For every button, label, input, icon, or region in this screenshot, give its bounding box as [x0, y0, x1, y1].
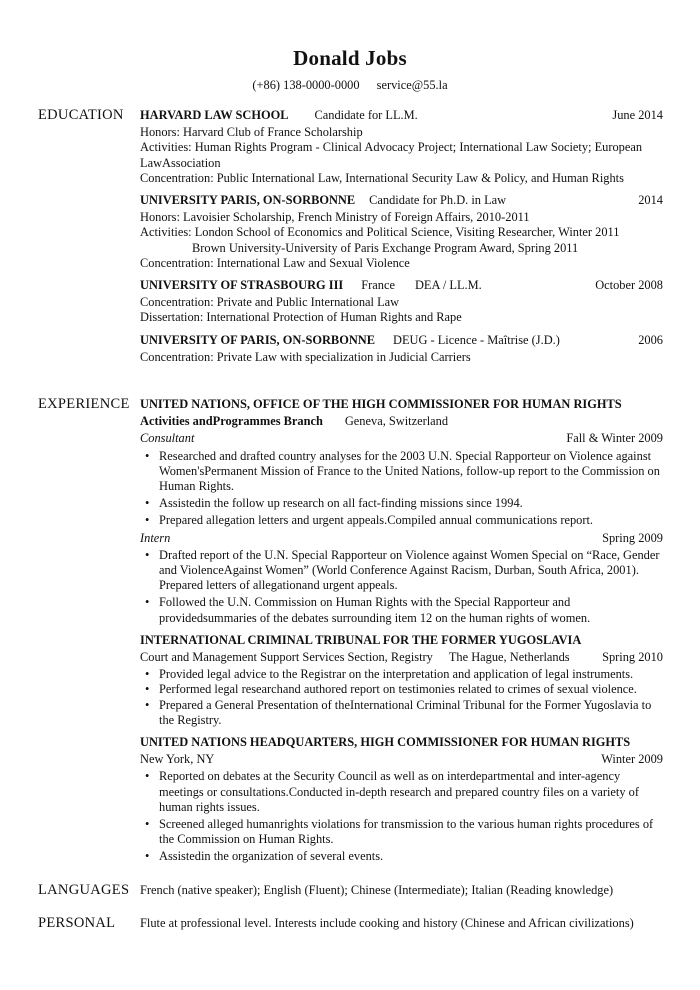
education-detail: Brown University-University of Paris Exchange Program Award, Spring 2011 — [192, 240, 579, 255]
role-bullets — [140, 449, 663, 529]
languages-heading: LANGUAGES — [38, 882, 130, 898]
employer-name: UNITED NATIONS, OFFICE OF THE HIGH COMMISSIONER FOR HUMAN RIGHTS — [140, 397, 622, 411]
phone-number: (+86) 138-0000-0000 — [252, 78, 360, 92]
degree: Candidate for Ph.D. in Law — [369, 193, 507, 208]
school-name: UNIVERSITY PARIS, ON-SORBONNE — [140, 193, 356, 208]
bullet-item: • Researched and drafted country analyses for the 2003 U.N. Special Rapporteur on Violence against Women'sPermanent Mission of France to the United Nations, follow-up report to the Commission on Human Rights. — [140, 449, 663, 495]
education-detail: Concentration: International Law and Sexual Violence — [140, 255, 410, 270]
bullet-item: • Performed legal researchand authored report on testimonies related to crimes of sexual violence. — [140, 682, 663, 697]
role-row — [140, 431, 663, 446]
email-address: service@55.la — [376, 78, 448, 92]
role-bullets — [140, 667, 663, 728]
role-date: Fall & Winter 2009 — [566, 431, 663, 446]
personal-text: Flute at professional level. Interests include cooking and history (Chinese and African civilizations) — [140, 916, 634, 930]
school-name: UNIVERSITY OF STRASBOURG III — [140, 278, 344, 293]
education-detail: Concentration: Private Law with specialization in Judicial Carriers — [140, 349, 471, 364]
school-name: UNIVERSITY OF PARIS, ON-SORBONNE — [140, 332, 375, 347]
employer-location: The Hague, Netherlands — [448, 650, 570, 665]
education-date: June 2014 — [612, 108, 663, 122]
education-detail: Dissertation: International Protection of Human Rights and Rape — [140, 310, 462, 325]
school-name: HARVARD LAW SCHOOL — [140, 108, 289, 122]
employer-location: New York, NY — [140, 752, 215, 767]
employer-name: INTERNATIONAL CRIMINAL TRIBUNAL FOR THE FORMER YUGOSLAVIA — [140, 632, 582, 647]
education-detail: Honors: Lavoisier Scholarship, French Ministry of Foreign Affairs, 2010-2011 — [140, 210, 530, 225]
education-entry-strasbourg — [140, 278, 663, 293]
bullet-item: • Reported on debates at the Security Council as well as on interdepartmental and inter-agency meetings or consultations.Conducted in-depth research and prepared country files on a variety of human rights issues. — [140, 769, 663, 815]
languages-text: French (native speaker); English (Fluent); Chinese (Intermediate); Italian (Reading knowledge) — [140, 883, 614, 897]
employer-unit: Court and Management Support Services Section, Registry — [140, 650, 433, 665]
personal-heading: PERSONAL — [38, 915, 116, 931]
bullet-item: • Drafted report of the U.N. Special Rapporteur on Violence against Women Special on “Race, Gender and ViolenceAgainst Women” (World Conference Against Racism, Durban, South Africa, 2001). Prepared letters of allegationand urgent appeals. — [140, 548, 663, 594]
role-title: Consultant — [140, 431, 195, 446]
bullet-item: • Assistedin the follow up research on all fact-finding missions since 1994. — [140, 496, 663, 511]
bullet-item: • Prepared allegation letters and urgent appeals.Compiled annual communications report. — [140, 513, 663, 528]
education-date: 2014 — [638, 193, 663, 208]
education-detail: Concentration: Public International Law, International Security Law & Policy, and Human Rights — [140, 170, 624, 185]
education-entry-paris-phd — [140, 193, 663, 208]
bullet-item: • Assistedin the organization of several events. — [140, 849, 663, 864]
education-detail: Activities: Human Rights Program - Clinical Advocacy Project; International Law Society; European LawAssociation — [140, 140, 643, 170]
contact-line — [0, 78, 700, 93]
role-date: Winter 2009 — [601, 752, 663, 767]
experience-section — [140, 397, 663, 865]
role-date: Spring 2010 — [602, 650, 663, 665]
degree: DEA / LL.M. — [414, 278, 482, 293]
employer-location: Geneva, Switzerland — [344, 414, 449, 429]
bullet-item: • Prepared a General Presentation of theInternational Criminal Tribunal for the Former Yugoslavia to the Registry. — [140, 698, 663, 728]
employer-unit-row — [140, 752, 663, 767]
education-date: October 2008 — [595, 278, 663, 293]
education-entry-paris-deug — [140, 333, 663, 348]
education-entry-harvard — [140, 108, 663, 123]
role-row — [140, 531, 663, 546]
degree: DEUG - Licence - Maîtrise (J.D.) — [393, 332, 560, 347]
role-title: Intern — [140, 530, 171, 545]
education-detail: Concentration: Private and Public International Law — [140, 295, 400, 310]
education-section — [140, 108, 663, 365]
employer-branch: Activities andProgrammes Branch — [140, 414, 323, 429]
employer-unit-row — [140, 650, 663, 665]
candidate-name: Donald Jobs — [293, 46, 407, 70]
degree: Candidate for LL.M. — [314, 108, 418, 122]
employer-unit-row — [140, 414, 663, 429]
school-location: France — [361, 278, 395, 293]
employer-name: UNITED NATIONS HEADQUARTERS, HIGH COMMISSIONER FOR HUMAN RIGHTS — [140, 735, 631, 750]
role-bullets — [140, 769, 663, 864]
bullet-item: • Screened alleged humanrights violations for transmission to the various human rights procedures of the Commission on Human Rights. — [140, 817, 663, 847]
education-heading: EDUCATION — [38, 107, 124, 123]
experience-heading: EXPERIENCE — [38, 396, 130, 412]
education-detail: Honors: Harvard Club of France Scholarship — [140, 125, 363, 140]
bullet-item: • Followed the U.N. Commission on Human Rights with the Special Rapporteur and providedsummaries of the debates surrounding item 12 on the human rights of women. — [140, 595, 663, 625]
bullet-item: • Provided legal advice to the Registrar on the interpretation and application of legal instruments. — [140, 667, 663, 682]
role-bullets — [140, 548, 663, 626]
education-date: 2006 — [638, 332, 663, 347]
role-date: Spring 2009 — [602, 530, 663, 545]
education-detail: Activities: London School of Economics and Political Science, Visiting Researcher, Winter 2011 — [140, 225, 620, 240]
